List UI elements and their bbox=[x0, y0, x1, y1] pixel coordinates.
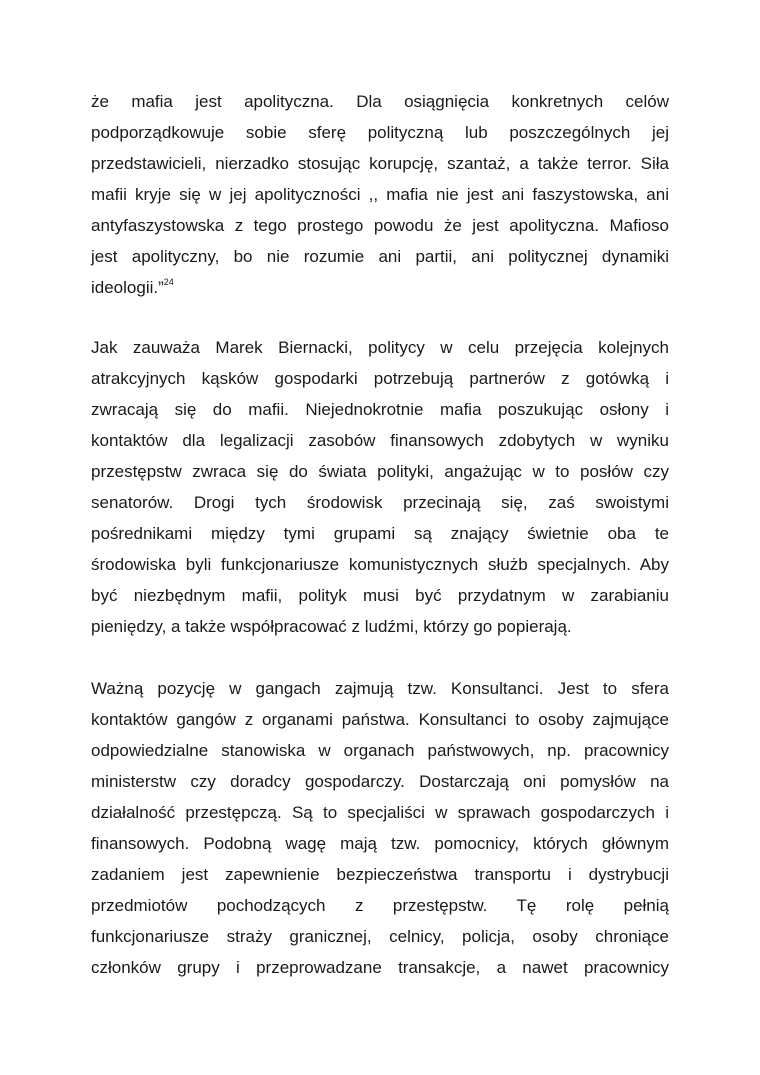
paragraph-line-last: pieniędzy, a także współpracować z ludźmi, którzy go popierają. bbox=[91, 617, 572, 636]
paragraph-line: że mafia jest apolityczna. Dla osiągnięcia konkretnych celów bbox=[91, 92, 669, 111]
paragraph-line: finansowych. Podobną wagę mają tzw. pomocnicy, których głównym bbox=[91, 834, 669, 853]
paragraph-line: zadaniem jest zapewnienie bezpieczeństwa transportu i dystrybucji bbox=[91, 865, 669, 884]
paragraph-line: członków grupy i przeprowadzane transakcje, a nawet pracownicy bbox=[91, 958, 669, 977]
paragraph-line: przedstawicieli, nierzadko stosując korupcję, szantaż, a także terror. Siła bbox=[91, 154, 669, 173]
paragraph-line: zwracają się do mafii. Niejednokrotnie mafia poszukując osłony i bbox=[91, 400, 669, 419]
paragraph-line-last bbox=[91, 272, 669, 303]
paragraph-line: mafii kryje się w jej apolityczności ,, mafia nie jest ani faszystowska, ani bbox=[91, 185, 669, 204]
paragraph-line: kontaktów dla legalizacji zasobów finansowych zdobytych w wyniku bbox=[91, 431, 669, 450]
paragraph-line: antyfaszystowska z tego prostego powodu że jest apolityczna. Mafioso bbox=[91, 216, 669, 235]
paragraph-line: Ważną pozycję w gangach zajmują tzw. Konsultanci. Jest to sfera bbox=[91, 679, 669, 698]
paragraph-2 bbox=[91, 332, 669, 642]
paragraph-1 bbox=[91, 86, 669, 303]
paragraph-line: odpowiedzialne stanowiska w organach państwowych, np. pracownicy bbox=[91, 741, 669, 760]
paragraph-3 bbox=[91, 673, 669, 983]
footnote-reference: 24 bbox=[163, 277, 174, 288]
paragraph-line: podporządkowuje sobie sferę polityczną lub poszczególnych jej bbox=[91, 123, 669, 142]
paragraph-line: atrakcyjnych kąsków gospodarki potrzebują partnerów z gotówką i bbox=[91, 369, 669, 388]
paragraph-line: przestępstw zwraca się do świata polityki, angażując w to posłów czy bbox=[91, 462, 669, 481]
paragraph-line: funkcjonariusze straży granicznej, celnicy, policja, osoby chroniące bbox=[91, 927, 669, 946]
paragraph-line: Jak zauważa Marek Biernacki, politycy w celu przejęcia kolejnych bbox=[91, 338, 669, 357]
paragraph-line: działalność przestępczą. Są to specjaliści w sprawach gospodarczych i bbox=[91, 803, 669, 822]
paragraph-line: kontaktów gangów z organami państwa. Konsultanci to osoby zajmujące bbox=[91, 710, 669, 729]
paragraph-line: senatorów. Drogi tych środowisk przecinają się, zaś swoistymi bbox=[91, 493, 669, 512]
paragraph-line: być niezbędnym mafii, polityk musi być przydatnym w zarabianiu bbox=[91, 586, 669, 605]
paragraph-line: ministerstw czy doradcy gospodarczy. Dostarczają oni pomysłów na bbox=[91, 772, 669, 791]
paragraph-line-text: ideologii.” bbox=[91, 278, 164, 297]
paragraph-line: pośrednikami między tymi grupami są znający świetnie oba te bbox=[91, 524, 669, 543]
paragraph-line: środowiska byli funkcjonariusze komunistycznych służb specjalnych. Aby bbox=[91, 555, 669, 574]
paragraph-line: przedmiotów pochodzących z przestępstw. Tę rolę pełnią bbox=[91, 896, 669, 915]
paragraph-line: jest apolityczny, bo nie rozumie ani partii, ani politycznej dynamiki bbox=[91, 247, 669, 266]
